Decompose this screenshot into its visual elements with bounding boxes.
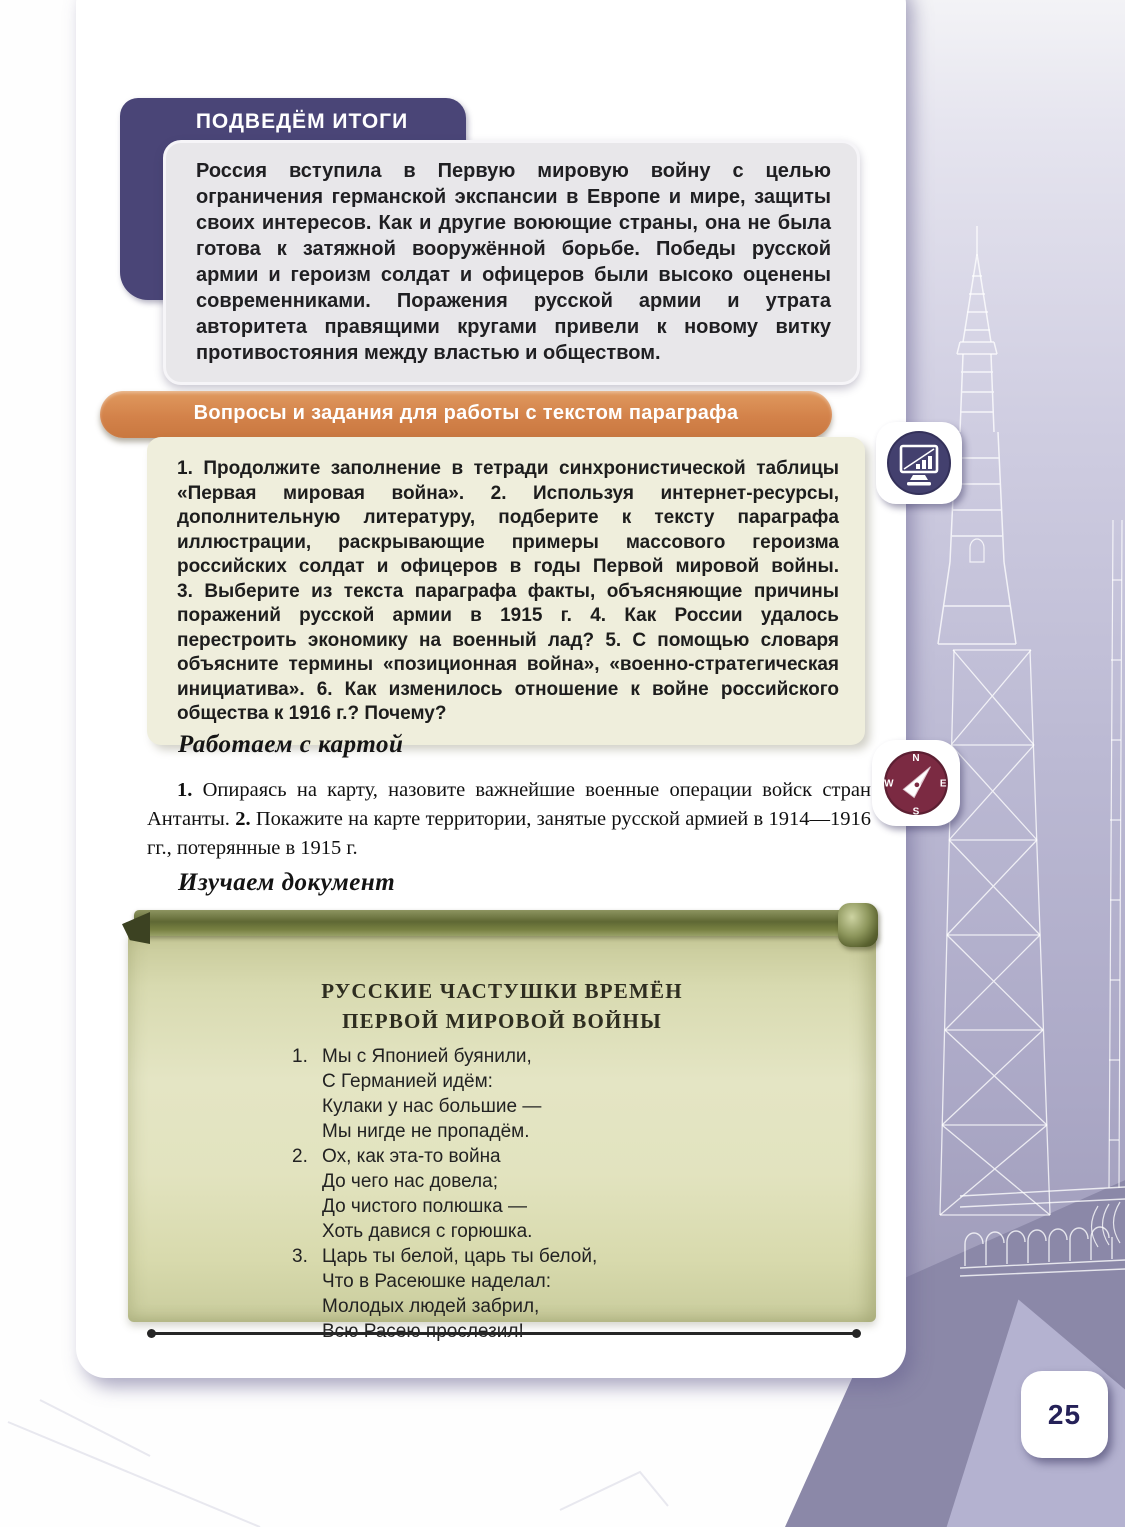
compass-letter-s: S	[912, 806, 920, 818]
summary-heading: ПОДВЕДЁМ ИТОГИ	[195, 110, 409, 133]
verse-number: 2.	[292, 1146, 308, 1167]
monitor-chart-icon	[880, 426, 958, 500]
compass-letter-e: E	[939, 778, 947, 790]
questions-banner	[100, 391, 832, 438]
verse-line: Ох, как эта-то война	[322, 1146, 501, 1167]
parchment	[128, 932, 876, 1322]
map-paragraph: 1. Опираясь на карту, назовите важнейшие военные операции войск стран Антанты. 2. Покажите на карте территории, занятые русской армией в 1914—1916 гг., потерянные в 1915 г.	[147, 779, 871, 859]
item-number: 1.	[177, 779, 193, 801]
monitor-icon-badge	[876, 422, 962, 504]
end-divider	[150, 1332, 858, 1335]
item-number: 4.	[590, 605, 607, 626]
verse-line: Что в Расеюшке наделал:	[322, 1271, 552, 1292]
page-number-badge	[1021, 1371, 1108, 1458]
scroll-roll	[134, 910, 870, 936]
compass-icon-badge	[872, 740, 960, 826]
verse-line: С Германией идём:	[322, 1071, 493, 1092]
compass-icon	[876, 744, 956, 822]
verse-line: Кулаки у нас большие —	[322, 1096, 542, 1117]
item-number: 2.	[490, 482, 507, 504]
questions-box	[147, 437, 865, 745]
compass-letter-n: N	[912, 753, 920, 765]
scroll-curl	[838, 903, 878, 947]
questions-paragraph: 1. Продолжите заполнение в тетради синхронистической таблицы «Первая мировая война». 2. Используя интернет-ресурсы, дополнительную литературу, подберите к тексту параграфа иллюстрации, раскрывающие примеры массового героизма российских солдат и офицеров в годы Первой мировой войны. 3. Выберите из текста параграфа факты, объясняющие причины поражений русской армии в 1915 г. 4. Как России удалось перестроить экономику на военный лад? 5. С помощью словаря объясните термины «позиционная война», «военно-стратегическая инициатива». 6. Как изменилось отношение к войне российского общества к 1916 г.? Почему?	[177, 458, 840, 724]
verse-line: Хоть давися с горюшка.	[322, 1221, 533, 1242]
document-title-line2: ПЕРВОЙ МИРОВОЙ ВОЙНЫ	[342, 1009, 662, 1033]
verse	[292, 1044, 597, 1144]
map-section-heading: Работаем с картой	[178, 731, 404, 758]
item-number: 6.	[316, 678, 333, 700]
verse-lines	[322, 1144, 532, 1244]
verse-number: 1.	[292, 1046, 308, 1067]
document-title-line1: РУССКИЕ ЧАСТУШКИ ВРЕМЁН	[321, 979, 683, 1003]
verse-lines	[322, 1044, 541, 1144]
questions-banner-label: Вопросы и задания для работы с текстом параграфа	[193, 402, 739, 424]
item-number: 3.	[177, 580, 193, 602]
verse-line: До чистого полюшка —	[322, 1196, 527, 1217]
verse-number: 3.	[292, 1246, 308, 1267]
document-section-heading: Изучаем документ	[178, 869, 396, 896]
item-number: 2.	[235, 808, 251, 830]
verses	[292, 1044, 597, 1344]
summary-text: Россия вступила в Первую мировую войну с целью ограничения германской экспансии в Европе и мире, защиты своих интересов. Как и другие воюющие страны, она не была готова к затяжной вооружённой борьбе. Победы русской армии и героизм солдат и офицеров были высоко оценены современниками. Поражения русской армии и утрата авторитета правящими кругами привели к новому витку противостояния между властью и обществом.	[196, 160, 831, 364]
verse-line: До чего нас довела;	[322, 1171, 498, 1192]
item-number: 1.	[177, 458, 193, 479]
summary-box	[163, 140, 860, 385]
item-number: 5.	[605, 629, 622, 651]
document-scroll	[128, 910, 876, 1322]
document-title	[128, 976, 876, 1036]
page-number: 25	[1047, 1398, 1082, 1430]
verse-line: Молодых людей забрил,	[322, 1296, 540, 1317]
verse	[292, 1144, 597, 1244]
verse-line: Мы с Японией буянили,	[322, 1046, 532, 1067]
verse-line: Царь ты белой, царь ты белой,	[322, 1246, 598, 1267]
compass-letter-w: W	[884, 778, 894, 790]
bottom-sketch-lines	[0, 1360, 780, 1527]
verse-lines	[322, 1244, 597, 1344]
verse	[292, 1244, 597, 1344]
verse-line: Мы нигде не пропадём.	[322, 1121, 530, 1142]
